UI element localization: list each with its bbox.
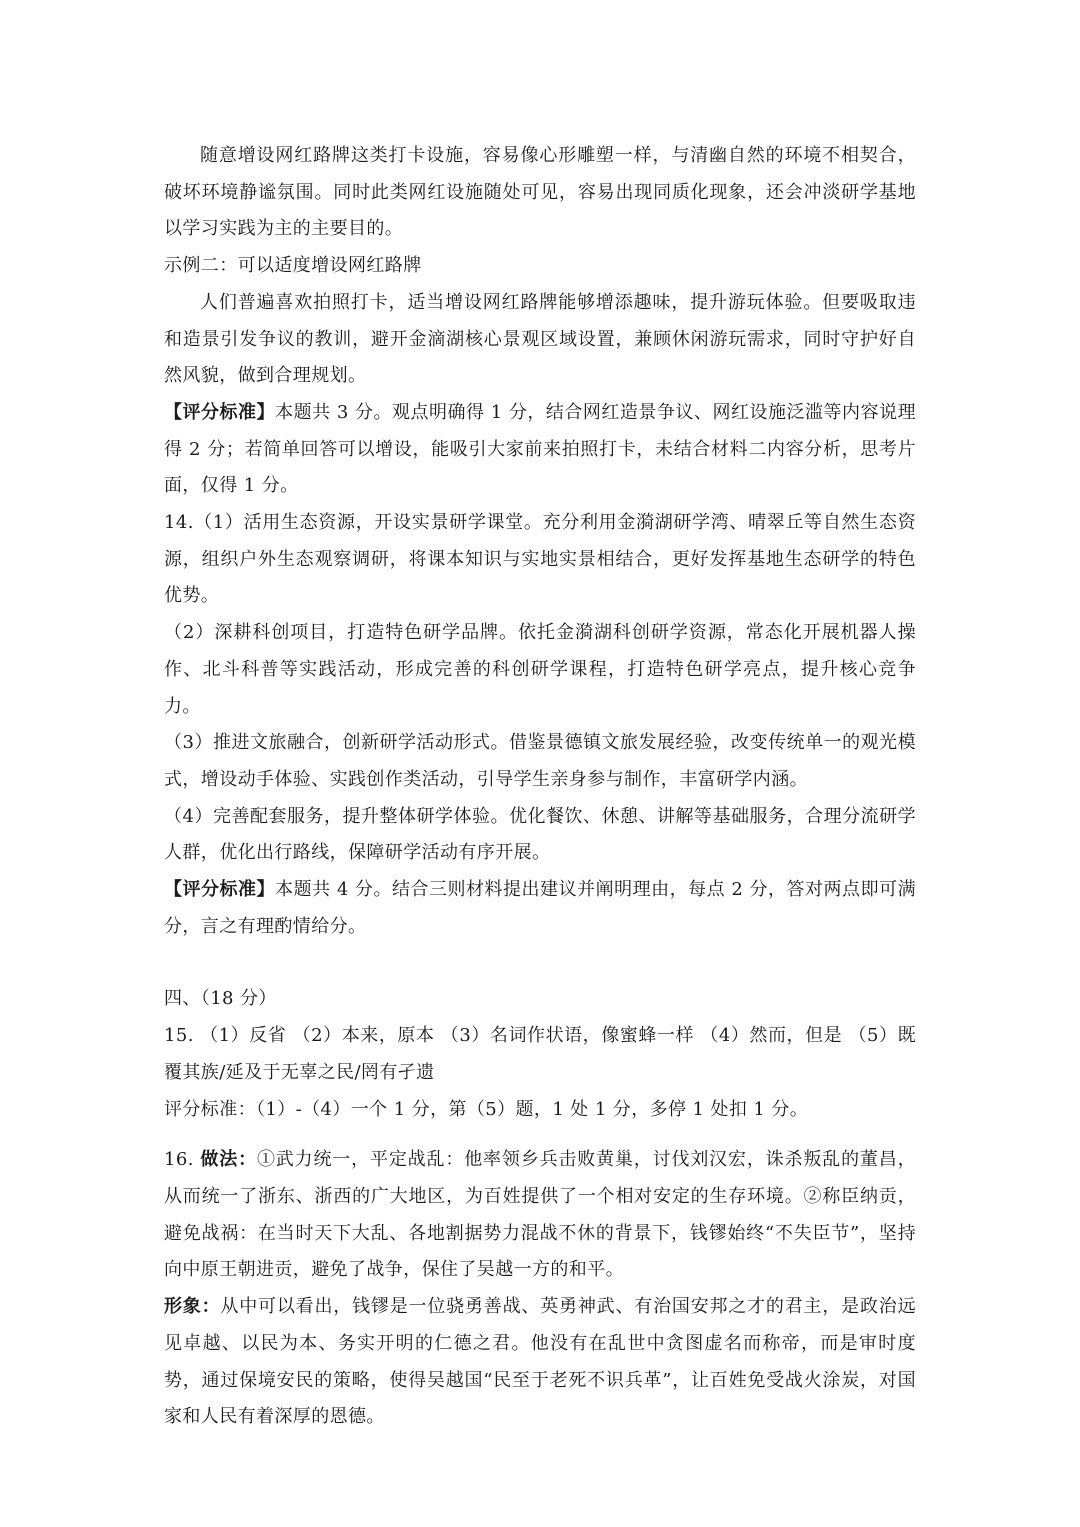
- image-label: 形象：: [164, 1296, 221, 1318]
- method-label: 做法：: [200, 1149, 257, 1171]
- answer-q14-part1: 14.（1）活用生态资源，开设实景研学课堂。充分利用金漪湖研学湾、晴翠丘等自然生态资源，组织户外生态观察调研，将课本知识与实地实景相结合，更好发挥基地生态研学的特色优势。: [164, 512, 916, 607]
- answer-q16-method: [164, 1142, 916, 1289]
- answer-sheet-page: [164, 138, 916, 1436]
- scoring-text: 本题共 3 分。观点明确得 1 分，结合网红造景争议、网红设施泛滥等内容说理得 2 分；若简单回答可以增设，能吸引大家前来拍照打卡，未结合材料二内容分析，思考片面，仅得 1 分。: [164, 401, 916, 497]
- method-text: ①武力统一，平定战乱：他率领乡兵击败黄巢，讨伐刘汉宏，诛杀叛乱的董昌，从而统一了浙东、浙西的广大地区，为百姓提供了一个相对安定的生存环境。②称臣纳贡，避免战祸：在当时天下大乱、各地割据势力混战不休的背景下，钱镠始终“不失臣节”，坚持向中原王朝进贡，避免了战争，保住了吴越一方的和平。: [164, 1149, 917, 1281]
- image-text: 从中可以看出，钱镠是一位骁勇善战、英勇神武、有治国安邦之才的君主，是政治远见卓越、以民为本、务实开明的仁德之君。他没有在乱世中贪图虚名而称帝，而是审时度势，通过保境安民的策略，使得吴越国“民至于老死不识兵革”，让百姓免受战火涂炭，对国家和人民有着深厚的恩德。: [164, 1296, 917, 1428]
- answer-q14-part3: （3）推进文旅融合，创新研学活动形式。借鉴景德镇文旅发展经验，改变传统单一的观光模式，增设动手体验、实践创作类活动，引导学生亲身参与制作，丰富研学内涵。: [164, 732, 916, 790]
- answer-q14-part4: （4）完善配套服务，提升整体研学体验。优化餐饮、休憩、讲解等基础服务，合理分流研学人群，优化出行路线，保障研学活动有序开展。: [164, 805, 916, 864]
- question-number: 16.: [164, 1149, 201, 1171]
- answer-q16-image: [164, 1289, 916, 1436]
- section-four-heading: 四、（18 分）: [164, 988, 277, 1010]
- scoring-criteria-q14: [164, 872, 916, 945]
- paragraph-example1-reason: 随意增设网红路牌这类打卡设施，容易像心形雕塑一样，与清幽自然的环境不相契合，破坏环境静谧氛围。同时此类网红设施随处可见，容易出现同质化现象，还会冲淡研学基地以学习实践为主的主要目的。: [164, 145, 916, 240]
- scoring-text: 本题共 4 分。结合三则材料提出建议并阐明理由，每点 2 分，答对两点即可满分，言之有理酌情给分。: [164, 879, 916, 937]
- answer-q15: 15. （1）反省 （2）本来，原本 （3）名词作状语，像蜜蜂一样 （4）然而，但是 （5）既覆其族/延及于无辜之民/罔有孑遗: [164, 1025, 916, 1083]
- paragraph-example2-reason: 人们普遍喜欢拍照打卡，适当增设网红路牌能够增添趣味，提升游玩体验。但要吸取违和造景引发争议的教训，避开金滴湖核心景观区域设置，兼顾休闲游玩需求，同时守护好自然风貌，做到合理规划。: [164, 291, 916, 387]
- example2-title: 示例二：可以适度增设网红路牌: [164, 255, 422, 277]
- scoring-tag: 【评分标准】: [164, 879, 276, 901]
- scoring-criteria-q13: [164, 395, 916, 505]
- scoring-criteria-q15: 评分标准：（1）-（4）一个 1 分，第（5）题，1 处 1 分，多停 1 处扣 1 分。: [164, 1098, 809, 1120]
- answer-q14-part2: （2）深耕科创项目，打造特色研学品牌。依托金漪湖科创研学资源，常态化开展机器人操作、北斗科普等实践活动，形成完善的科创研学课程，打造特色研学亮点，提升核心竞争力。: [164, 622, 916, 717]
- scoring-tag: 【评分标准】: [164, 401, 276, 423]
